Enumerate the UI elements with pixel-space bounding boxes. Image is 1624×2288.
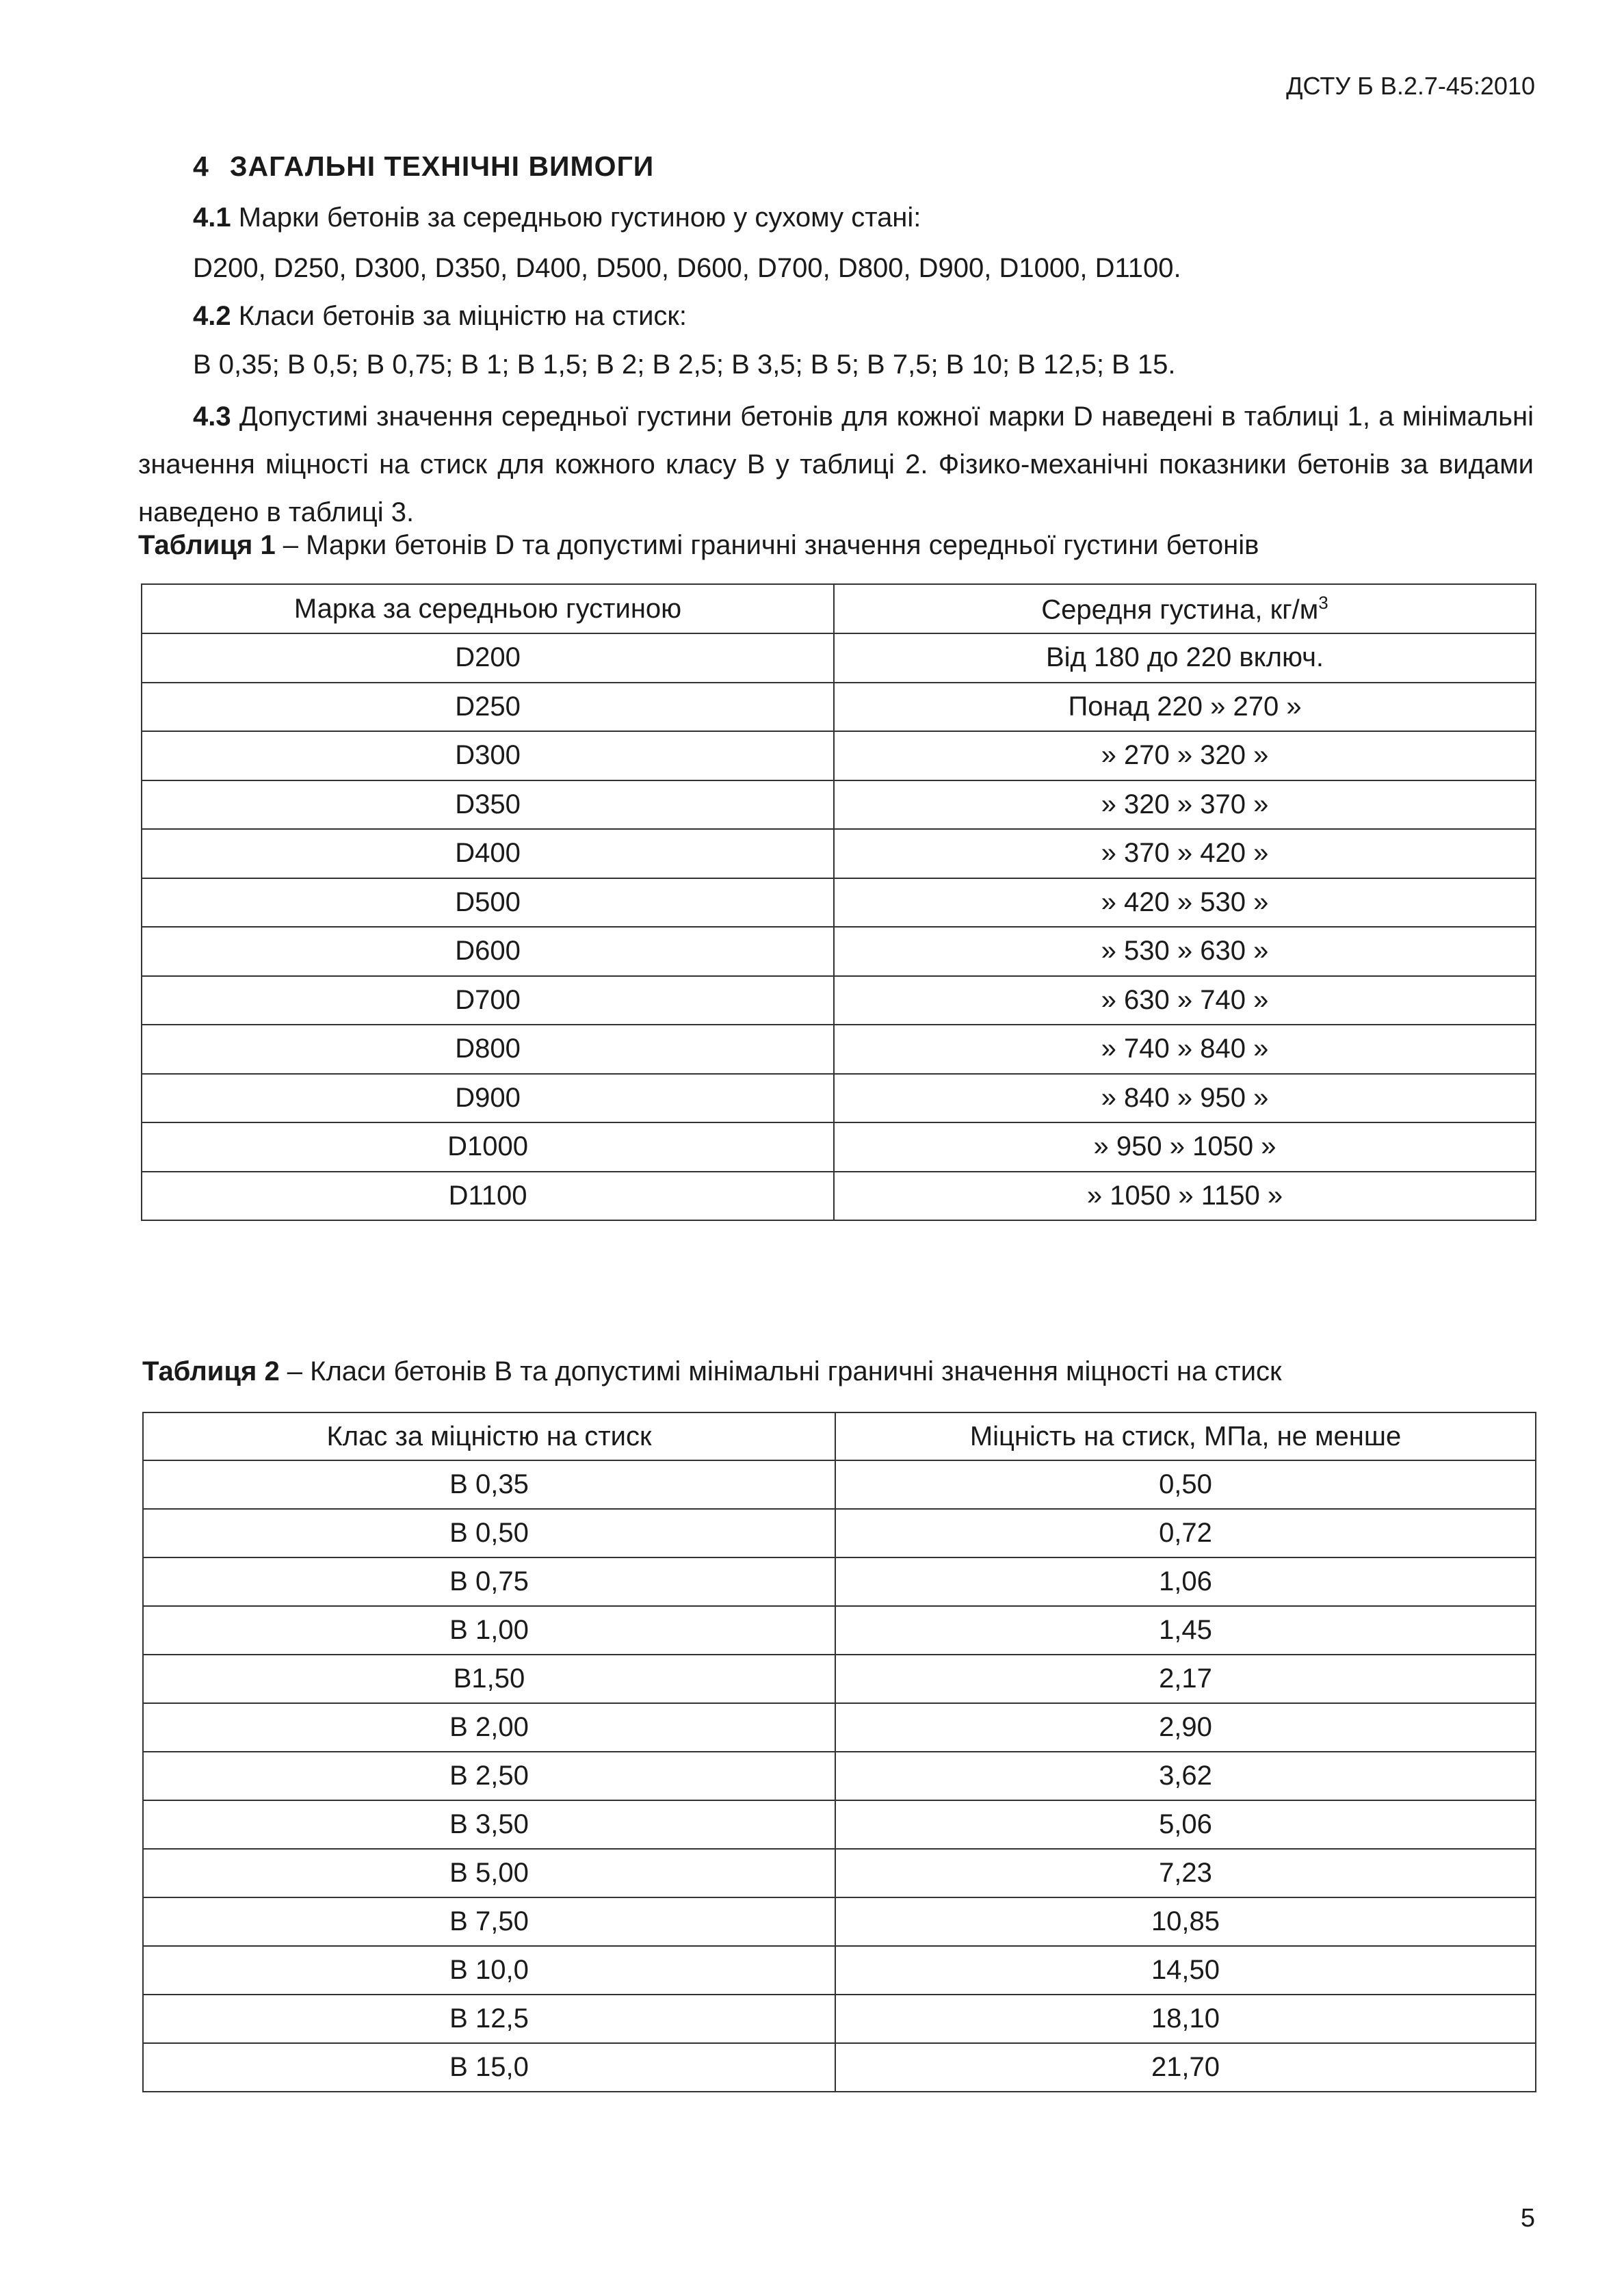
- table-cell: D200: [142, 633, 834, 683]
- table-cell: D350: [142, 780, 834, 830]
- density-grades-list: D200, D250, D300, D350, D400, D500, D600, D700, D800, D900, D1000, D1100.: [193, 253, 1181, 283]
- table-row: [143, 2043, 1536, 2092]
- table-row: [142, 1074, 1536, 1123]
- section-title: ЗАГАЛЬНІ ТЕХНІЧНІ ВИМОГИ: [229, 150, 655, 182]
- table-row: [143, 1849, 1536, 1897]
- table-cell: В 0,35: [143, 1460, 835, 1509]
- table1-col2-superscript: 3: [1318, 592, 1328, 613]
- table2-col2-header: Міцність на стиск, МПа, не менше: [835, 1412, 1536, 1460]
- table-row: [143, 1995, 1536, 2043]
- table-cell: 14,50: [835, 1946, 1536, 1995]
- table-cell: 0,72: [835, 1509, 1536, 1557]
- clause-text: Класи бетонів за міцністю на стиск:: [231, 301, 687, 331]
- table-cell: В 2,50: [143, 1752, 835, 1800]
- table-cell: В 10,0: [143, 1946, 835, 1995]
- table-cell: » 630 » 740 »: [834, 976, 1536, 1025]
- paragraph-4-1: [193, 202, 921, 233]
- table-cell: D700: [142, 976, 834, 1025]
- table-row: [142, 1122, 1536, 1172]
- paragraph-4-3: [138, 393, 1534, 536]
- table-cell: В1,50: [143, 1655, 835, 1703]
- clause-number: 4.1: [193, 202, 231, 233]
- table-cell: » 370 » 420 »: [834, 829, 1536, 878]
- table-cell: » 950 » 1050 »: [834, 1122, 1536, 1172]
- table-cell: 1,45: [835, 1606, 1536, 1655]
- table1-density: [141, 583, 1536, 1221]
- clause-number: 4.2: [193, 301, 231, 331]
- section-heading: [193, 150, 654, 183]
- table-row: [143, 1752, 1536, 1800]
- table-row: [142, 976, 1536, 1025]
- table-cell: D400: [142, 829, 834, 878]
- table-row: [142, 1172, 1536, 1221]
- table-cell: Від 180 до 220 включ.: [834, 633, 1536, 683]
- table-cell: » 1050 » 1150 »: [834, 1172, 1536, 1221]
- table-cell: В 12,5: [143, 1995, 835, 2043]
- table-cell: » 420 » 530 »: [834, 878, 1536, 928]
- table-cell: D500: [142, 878, 834, 928]
- table-cell: 5,06: [835, 1800, 1536, 1849]
- table-cell: В 0,50: [143, 1509, 835, 1557]
- table-row: [142, 829, 1536, 878]
- section-number: 4: [193, 150, 209, 182]
- table-row: [143, 1460, 1536, 1509]
- table-cell: D1000: [142, 1122, 834, 1172]
- page-number: 5: [1520, 2204, 1535, 2233]
- table-row: [143, 1800, 1536, 1849]
- table-cell: В 0,75: [143, 1557, 835, 1606]
- table2-strength: [142, 1412, 1536, 2092]
- table2-caption-text: – Класи бетонів В та допустимі мінімальні граничні значення міцності на стиск: [279, 1356, 1282, 1386]
- table2-caption-label: Таблиця 2: [142, 1356, 280, 1386]
- table1-caption-text: – Марки бетонів D та допустимі граничні значення середньої густини бетонів: [275, 530, 1259, 560]
- table1-caption: [138, 530, 1259, 561]
- table2-col1-header: Клас за міцністю на стиск: [143, 1412, 835, 1460]
- table-row: [143, 1509, 1536, 1557]
- table-row: [143, 1655, 1536, 1703]
- table-cell: » 740 » 840 »: [834, 1025, 1536, 1074]
- table-row: [142, 1025, 1536, 1074]
- table-cell: » 320 » 370 »: [834, 780, 1536, 830]
- table1-col2-label: Середня густина, кг/м: [1041, 594, 1319, 625]
- table-cell: 0,50: [835, 1460, 1536, 1509]
- table-cell: » 530 » 630 »: [834, 927, 1536, 976]
- table-row: [143, 1557, 1536, 1606]
- table-cell: 10,85: [835, 1897, 1536, 1946]
- table-cell: 7,23: [835, 1849, 1536, 1897]
- clause-text: Марки бетонів за середньою густиною у сухому стані:: [231, 202, 921, 233]
- clause-number: 4.3: [193, 402, 231, 432]
- table-cell: 18,10: [835, 1995, 1536, 2043]
- table-cell: D600: [142, 927, 834, 976]
- table-cell: D900: [142, 1074, 834, 1123]
- table1-col2-header: [834, 584, 1536, 633]
- table-row: [142, 927, 1536, 976]
- table-cell: В 5,00: [143, 1849, 835, 1897]
- table-cell: 2,90: [835, 1703, 1536, 1752]
- strength-classes-list: В 0,35; В 0,5; В 0,75; В 1; В 1,5; В 2; В 2,5; В 3,5; В 5; В 7,5; В 10; В 12,5; В 15.: [193, 350, 1176, 380]
- table-cell: В 1,00: [143, 1606, 835, 1655]
- table-cell: В 3,50: [143, 1800, 835, 1849]
- table-row: [142, 731, 1536, 780]
- table-row: [142, 683, 1536, 732]
- table1-caption-label: Таблиця 1: [138, 530, 276, 560]
- table1-header-row: [142, 584, 1536, 633]
- table-cell: D250: [142, 683, 834, 732]
- table1-col1-header: Марка за середньою густиною: [142, 584, 834, 633]
- table-cell: 3,62: [835, 1752, 1536, 1800]
- table-cell: В 2,00: [143, 1703, 835, 1752]
- document-code: ДСТУ Б В.2.7-45:2010: [1286, 72, 1535, 100]
- table-cell: D300: [142, 731, 834, 780]
- table-cell: 21,70: [835, 2043, 1536, 2092]
- table-row: [143, 1897, 1536, 1946]
- table2-header-row: [143, 1412, 1536, 1460]
- table-row: [143, 1703, 1536, 1752]
- table-row: [143, 1946, 1536, 1995]
- table-row: [143, 1606, 1536, 1655]
- table-row: [142, 633, 1536, 683]
- table-cell: D1100: [142, 1172, 834, 1221]
- table-row: [142, 780, 1536, 830]
- table-cell: 1,06: [835, 1557, 1536, 1606]
- table-cell: Понад 220 » 270 »: [834, 683, 1536, 732]
- table-cell: » 270 » 320 »: [834, 731, 1536, 780]
- table-cell: 2,17: [835, 1655, 1536, 1703]
- table-cell: D800: [142, 1025, 834, 1074]
- paragraph-4-2: [193, 301, 687, 332]
- table-row: [142, 878, 1536, 928]
- clause-text: Допустимі значення середньої густини бетонів для кожної марки D наведені в таблиці 1, а мінімальні значення міцності на стиск для кожного класу В у таблиці 2. Фізико-механічні показники бетонів за видами наведено в таблиці 3.: [138, 402, 1534, 527]
- table2-caption: [142, 1356, 1282, 1387]
- table-cell: » 840 » 950 »: [834, 1074, 1536, 1123]
- table-cell: В 7,50: [143, 1897, 835, 1946]
- table-cell: В 15,0: [143, 2043, 835, 2092]
